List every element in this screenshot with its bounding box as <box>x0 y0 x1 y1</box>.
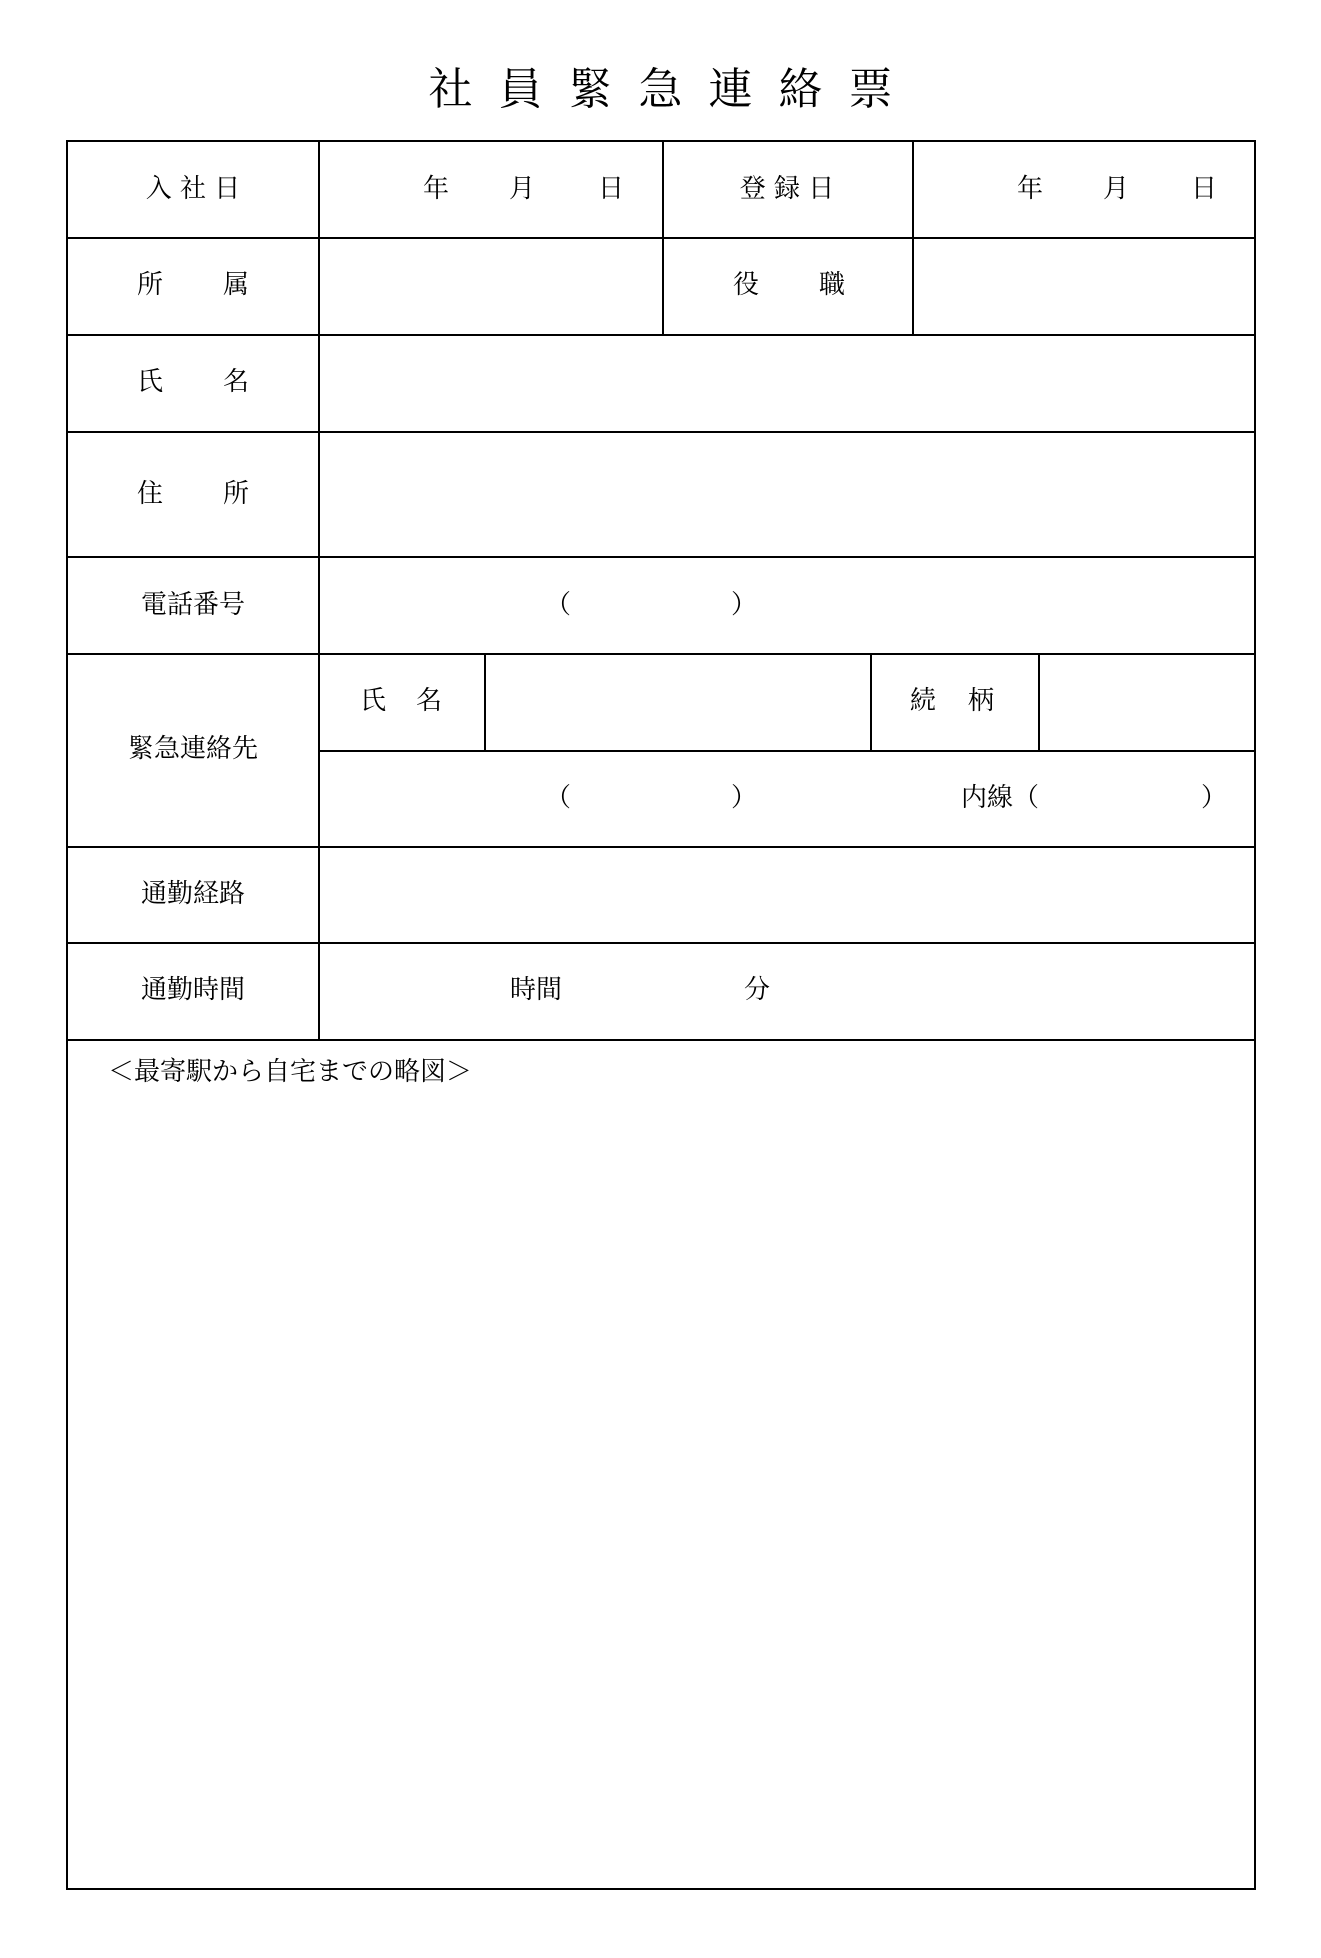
registration-date-day-unit: 日 <box>1190 174 1218 204</box>
commute-route-label: 通勤経路 <box>140 879 246 909</box>
hire-date-month-unit: 月 <box>508 174 536 204</box>
position-label-char1: 役 <box>732 270 760 300</box>
emergency-name-field[interactable] <box>486 655 870 750</box>
hire-date-year-unit: 年 <box>422 174 450 204</box>
relationship-label-char1: 続 <box>909 686 937 716</box>
map-drawing-area[interactable] <box>68 1092 1254 1888</box>
address-field[interactable] <box>320 433 1254 556</box>
emergency-name-label-char1: 氏 <box>359 686 387 716</box>
emergency-contact-form <box>66 140 1256 1890</box>
commute-minutes-unit: 分 <box>743 975 771 1005</box>
column-divider <box>662 142 664 334</box>
phone-area-paren-close: ） <box>730 590 758 620</box>
emergency-phone-paren-close: ） <box>730 783 758 813</box>
address-label-char2: 所 <box>222 479 250 509</box>
emergency-phone-field[interactable] <box>320 752 960 846</box>
page-title: 社員緊急連絡票 <box>428 64 919 115</box>
map-area-label: ＜最寄駅から自宅までの略図＞ <box>108 1057 473 1087</box>
extension-paren-close: ） <box>1200 783 1228 813</box>
address-label-char1: 住 <box>136 479 164 509</box>
department-label-char1: 所 <box>136 270 164 300</box>
hire-date-day-unit: 日 <box>597 174 625 204</box>
phone-field[interactable] <box>320 558 1254 653</box>
emergency-contact-label: 緊急連絡先 <box>127 734 259 764</box>
phone-label: 電話番号 <box>140 590 246 620</box>
position-field[interactable] <box>914 239 1254 334</box>
department-field[interactable] <box>320 239 662 334</box>
commute-hours-unit: 時間 <box>509 975 563 1005</box>
registration-date-label: 登 録 日 <box>739 174 835 204</box>
registration-date-year-unit: 年 <box>1016 174 1044 204</box>
name-field[interactable] <box>320 336 1254 431</box>
position-label-char2: 職 <box>818 270 846 300</box>
commute-route-field[interactable] <box>320 848 1254 942</box>
relationship-field[interactable] <box>1040 655 1254 750</box>
commute-time-label: 通勤時間 <box>140 975 246 1005</box>
department-label-char2: 属 <box>222 270 250 300</box>
name-label-char1: 氏 <box>136 367 164 397</box>
registration-date-month-unit: 月 <box>1102 174 1130 204</box>
name-label-char2: 名 <box>222 367 250 397</box>
row-divider <box>68 1039 1254 1041</box>
emergency-phone-paren-open: （ <box>544 783 572 813</box>
relationship-label-char2: 柄 <box>967 686 995 716</box>
phone-area-paren-open: （ <box>544 590 572 620</box>
extension-label: 内線（ <box>960 783 1040 813</box>
column-divider <box>870 653 872 750</box>
hire-date-label: 入 社 日 <box>145 174 241 204</box>
emergency-name-label-char2: 名 <box>415 686 443 716</box>
